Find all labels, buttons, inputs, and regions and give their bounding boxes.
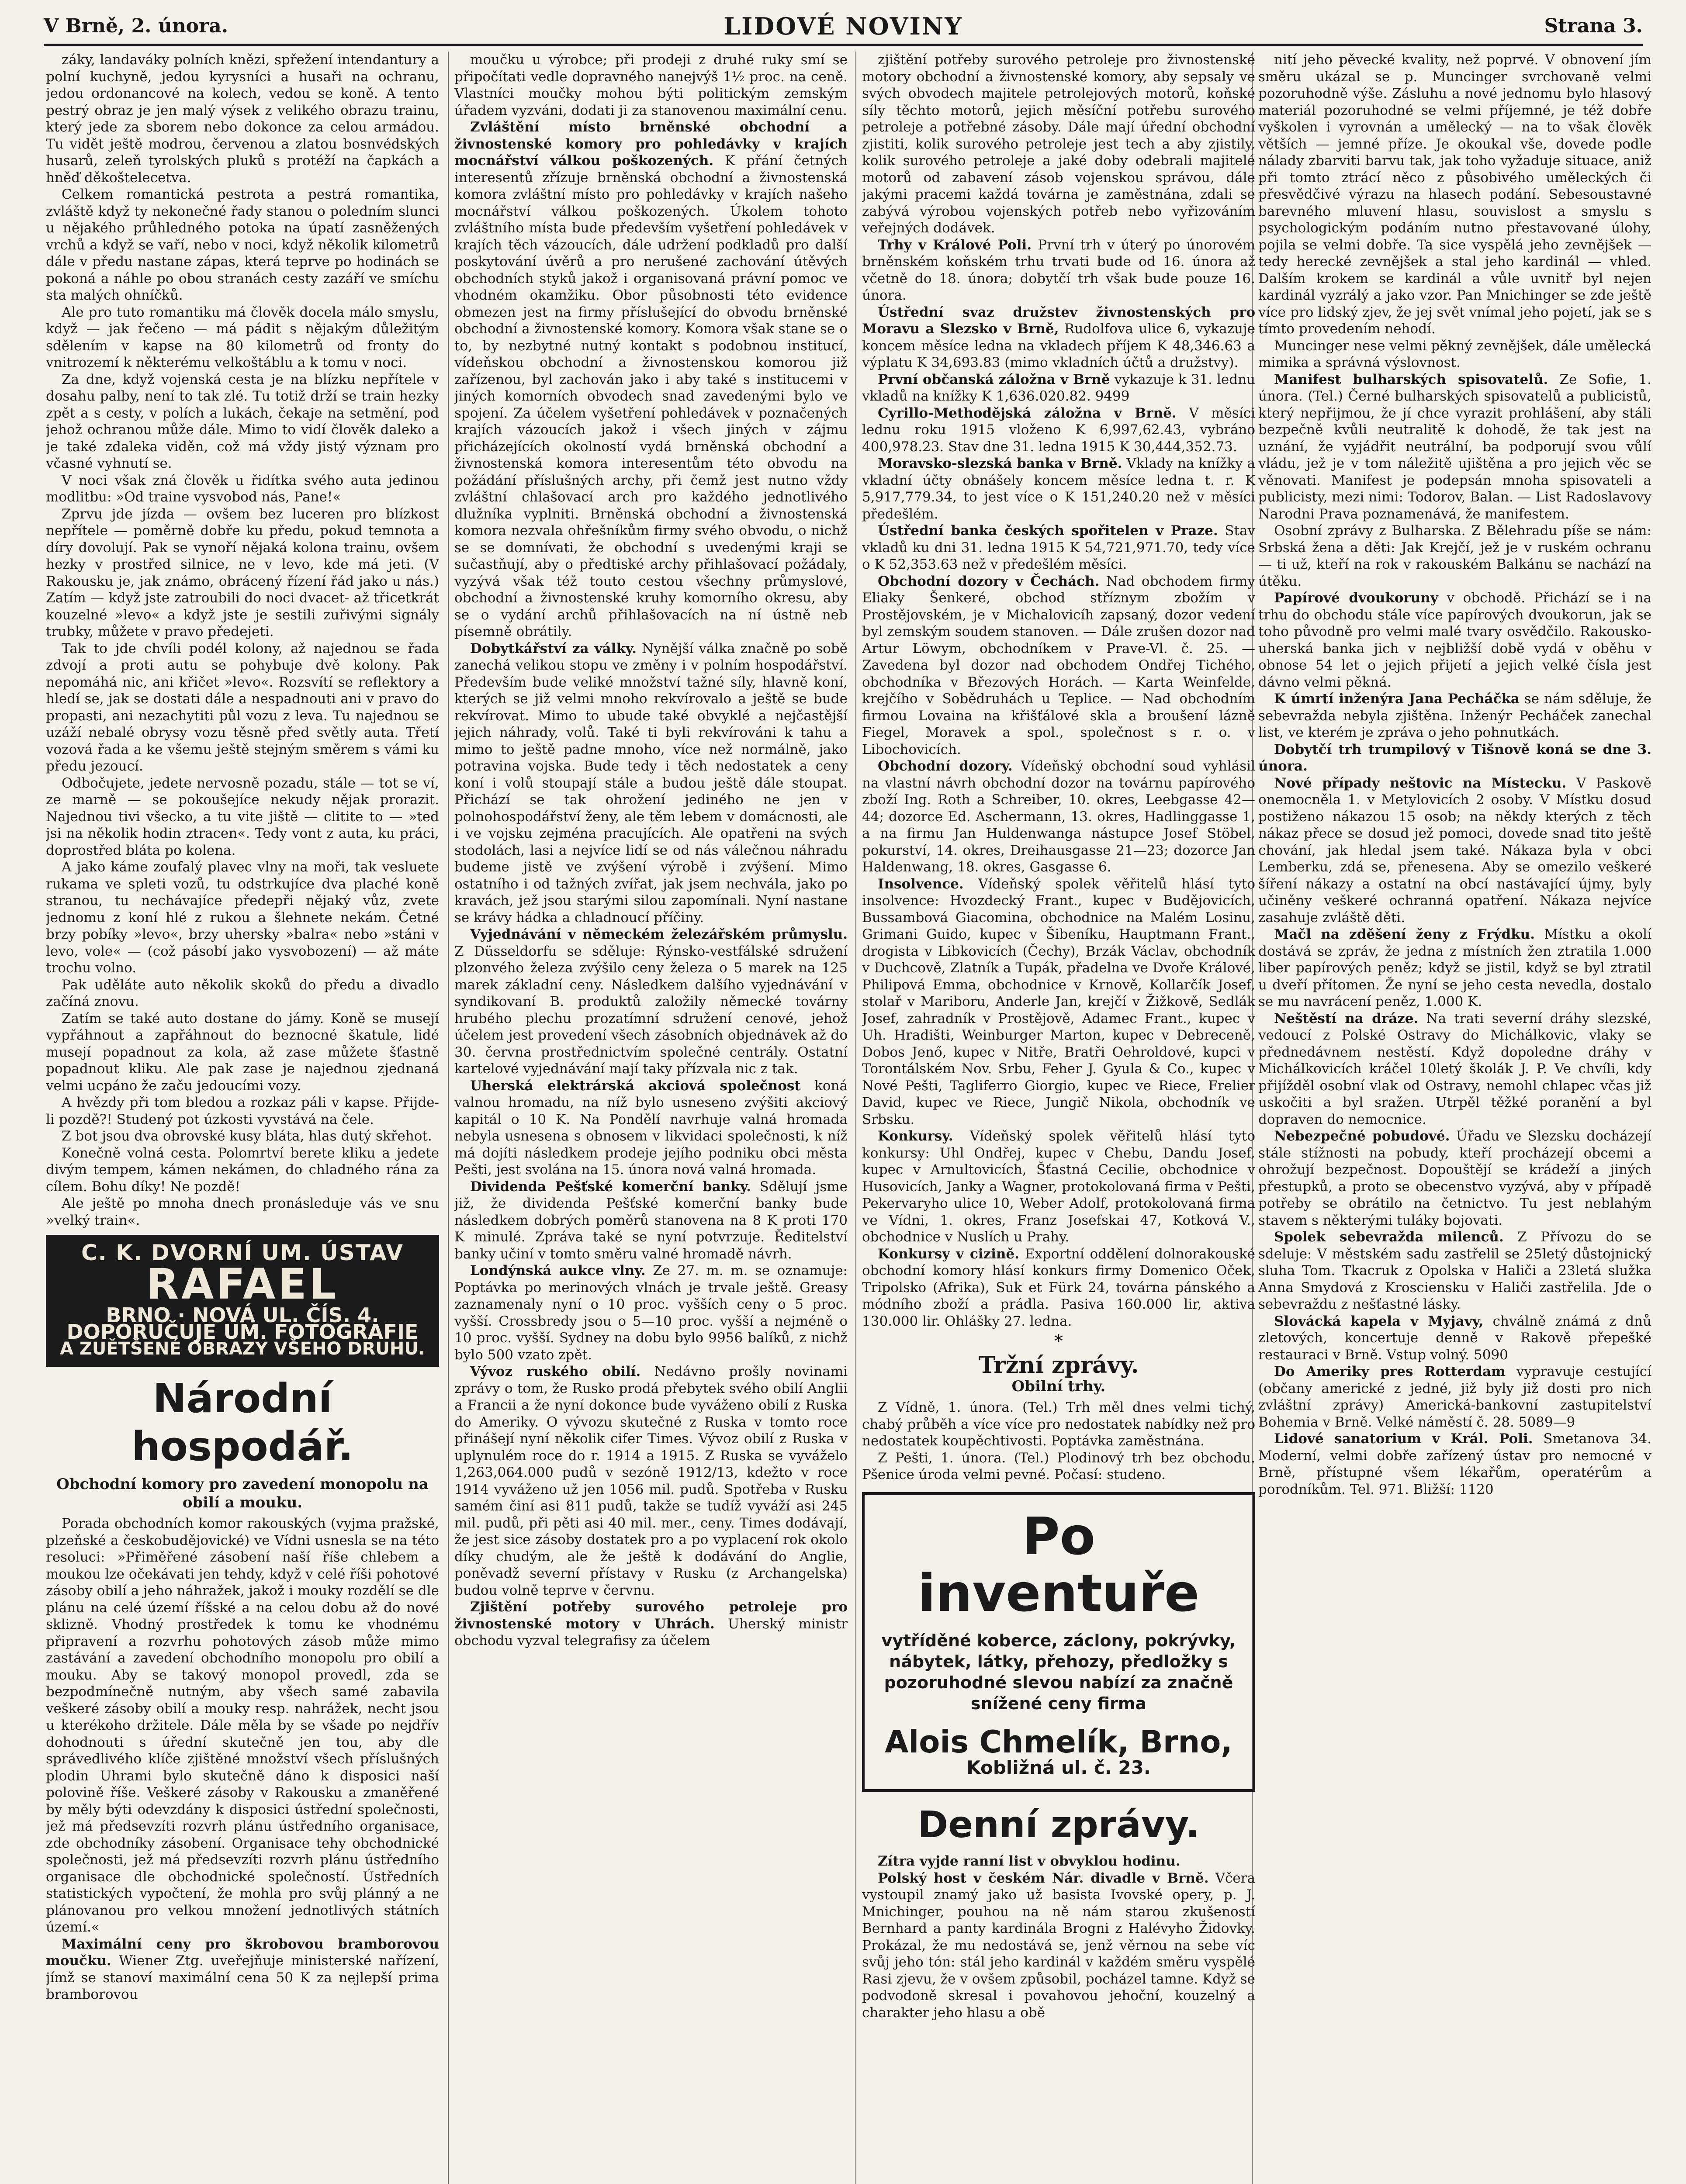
chmelik-advertisement (862, 1492, 1255, 1792)
paragraph (862, 1128, 1255, 1246)
article-body: V Paskově onemocněla 1. v Metylovicích 2 osoby. V Místku dosud postiženo nákazou 15 osob; na někdy kterých z těch nákaz přece se dosud jež pomoci, dovede snad tito ještě chování, jak hledal jsem také. Nákaza byla v obci Lemberku, zdá se, přenesena. Aby se omezilo veškeré šíření nákazy a ostatní na obcí nastávající újmy, byly učiněny veškeré ochranná opatření. Nákaza nejvíce zasahuje zvláště děti. (1258, 775, 1651, 926)
article-heading: Konkursy v cizině. (878, 1246, 1019, 1262)
paragraph (1258, 1313, 1651, 1364)
rafael-advertisement (46, 1235, 439, 1367)
paragraph (454, 1178, 848, 1263)
paragraph: Konečně volná cesta. Polomrtví berete kliku a jedete divým tempem, kámen nekámen, do chladného rána za cílem. Bohu díky! Ne pozdě! (46, 1145, 439, 1195)
ad-line: C. K. DVORNÍ UM. ÚSTAV (81, 1240, 404, 1265)
article-body: Sdělují jsme již, že dividenda Pešťské komerční banky bude následkem dobrých poměrů stanovena na 8 K proti 170 K minulé. Zpráva také se nyní potvrzuje. Ředitelství banky učiní v tomto směru valné hromadě návrh. (454, 1178, 848, 1262)
paragraph (862, 573, 1255, 758)
article-heading: Nebezpečné pobudové. (1274, 1128, 1450, 1144)
section-title: Tržní zprávy. (978, 1351, 1139, 1379)
article-heading: Londýnská aukce vlny. (470, 1263, 646, 1279)
section-subtitle: Obilní trhy. (1011, 1378, 1106, 1395)
article-body: Exportní oddělení dolnorakouské obchodní komory hlásí konkurs firmy Domenico Oček, Tripolsko (Afrika), Suk et Fürk 24, továrna pánského a módního zboží a prádla. Pasiva 160.000 lir, aktiva 130.000 lir. Ohlášky 27. ledna. (862, 1246, 1255, 1329)
article-heading: Do Ameriky pres Rotterdam (1274, 1364, 1506, 1379)
paragraph: Osobní zprávy z Bulharska. Z Bělehradu píše se nám: Srbská žena a děti: Jak Krejčí, jež je v ruském ochranu — ti už, kteří na rok v rakouském Balkánu se nachází na útěku. (1258, 523, 1651, 589)
article-heading: Cyrillo-Methodějská záložna v Brně. (878, 405, 1177, 421)
article-heading: Obchodní dozory v Čechách. (878, 573, 1100, 589)
article-heading: Lidové sanatorium v Král. Poli. (1274, 1431, 1533, 1447)
paragraph: Ale pro tuto romantiku má člověk docela málo smyslu, když — jak řečeno — má pádit s nějakým důležitým sdělením v kapse na 80 kilometrů od fronty do vnitrozemí k některému velkoštáblu a k tomu v noci. (46, 304, 439, 370)
article-title: Obchodní komory pro zavedení monopolu na obilí a mouku. (56, 1476, 429, 1511)
paragraph (1258, 1431, 1651, 1498)
paragraph (862, 371, 1255, 405)
paragraph (454, 1078, 848, 1178)
article-body: K přání četných interesentů zřízuje brněnská obchodní a živnostenská komora zvláštní místo pro pohledávky v krajích našeho mocnářství válkou poškozených. Úkolem tohoto zvláštního místa bude především vyšetření pohledávek v krajích těch vázoucích, dále udržení podkladů pro další poskytování úvěrů a pro nerušené zachování útěvých obchodních styků jakož i organisovaná právní pomoc ve vhodném okamžiku. Obor působnosti této evidence obmezen jest na firmy příslušející do obvodu brněnské obchodní a živnostenské komory. Komora však stane se o to, by nezbytné nutný kontakt s podobnou institucí, vídeňskou obchodní a živnostenskou komorou již zařízenou, byl zachován jako i aby také s institucemi v jiných komorních obvodech snad zavedenými bylo ve spojení. Za účelem vyšetření pohledávek v poznačených krajích vázoucích jakož i všech jiných v zájmu přicházejících okolností vydá brněnská obchodní a živnostenská komora interesentům této obvodu na požádání příslušných archy, při čemž jest nutno vždy zvláštní chlašovací arch pro každého jednotlivého dlužníka vyplniti. Brněnská obchodní a živnostenská komora nezvala ohřešníkům firmy svého obvodu, o nichž se se domnívati, že obchodní s uvedenými kraji se sučastňují, aby o předtiské archy přihlašovací požádaly, vyzývá však též touto cestou všechny průmyslové, obchodní a živnostenské kruhy komorního okresu, aby se o vydání archů přihlašovacích na ní ústně neb písemně obrátily. (454, 153, 848, 639)
paragraph: Z Vídně, 1. února. (Tel.) Trh měl dnes velmi tichý, chabý průběh a více více pro nedostatek nabídky než pro nedostatek koupěchtivosti. Poptávka zaměstnána. (862, 1400, 1255, 1449)
paragraph (1258, 926, 1651, 1010)
paragraph (454, 640, 848, 926)
paragraph: záky, landaváky polních knězi, spřežení intendantury a polní kuchyně, jedou kyrysníci a husaři na ochranu, jedou ordonancové na kolech, vedou se koně. A tento pestrý obraz je jen malý výsek z velikého obrazu trainu, který jede za sborem nebo dokonce za celou armádou. Tu vidět ještě modrou, červenou a zlatou bosnvédských husarů, zeleň tyrolských pluků s protéží na čapkách a hněď děkoštelecetva. (46, 52, 439, 186)
paragraph (862, 1870, 1255, 2022)
article-body: Vídeňský spolek věřitelů hlásí tyto insolvence: Hvozdecký Frant., kupec v Budějovicích, Bussambová Giacomina, obchodnice na Malém Losinu, Grimani Guido, kupec v Šibeníku, Hauptmann Frant., drogista v Libkovicích (Čechy), Brzák Václav, obchodník v Duchcově, Zlatník a Tupák, přadelna ve Dvoře Králové, Philipová Emma, obchodnice v Krnově, Kollarčík Josef, stolař v Mariboru, Anderle Jan, krejčí v Žižkově, Sedlák Josef, zahradník v Prostějově, Adamec Frant., kupec v Uh. Hradišti, Weinburger Marton, kupec v Debreceně, Dobos Jenő, kupec v Nitře, Bratři Oehroldové, kupci v Torontálském Nov. Srbu, Feher J. Gyula & Co., kupec v Nové Pešti, Tagliferro Giorgio, kupec ve Riece, Frelier David, kupec ve Riece, Jungič Nikola, obchodník ve Srbsku. (862, 876, 1255, 1127)
article-body: Vídeňský spolek věřitelů hlásí tyto konkursy: Uhl Ondřej, kupec v Chebu, Dandu Josef, kupec v Arnultovicích, Šťastná Cecilie, obchodnice v Husovicích, Janky a Wagner, protokolovaná firma v Pešti, Pekervaryho ulice 10, Weber Adolf, protokolovaná firma ve Vídni, 1. okres, Franz Josefskai 47, Kotková V., obchodnice v Nuslích u Prahy. (862, 1128, 1255, 1245)
paragraph (1258, 590, 1651, 691)
article-heading: Nové případy neštovic na Místecku. (1274, 775, 1567, 791)
paragraph: Ale ještě po mnoha dnech pronásleduje vás ve snu »velký train«. (46, 1196, 439, 1228)
paragraph (1258, 775, 1651, 926)
ad-headline: Po inventuře (917, 1506, 1200, 1623)
article-heading: Mačl na zděšení ženy z Frýdku. (1274, 926, 1535, 942)
paragraph: Muncinger nese velmi pěkný zevnějšek, dále umělecká mimika a správná výslovnost. (1258, 338, 1651, 370)
article-heading: Manifest bulharských spisovatelů. (1274, 371, 1548, 387)
article-heading: Maximální ceny pro škrobovou bramborovou moučku. (46, 1936, 439, 1969)
article-heading: Insolvence. (878, 876, 964, 892)
page-header (44, 12, 1643, 40)
paragraph (1258, 1229, 1651, 1313)
article-body: Z Přívozu do se sdeluje: V městském sadu zastřelil se 25letý důstojnický sluha Tom. Tkacruk z Opolska v Haliči a 23letá služka Anna Smydová z Krosciensku v Haliči zastřelila. Jde o sebevraždu z nešťastné lásky. (1258, 1229, 1651, 1312)
article-heading: Trhy v Králové Poli. (878, 237, 1032, 253)
paragraph: A hvězdy při tom bledou a rozkaz páli v kapse. Přijde-li pozdě?! Studený pot úzkosti vyvstává na čele. (46, 1095, 439, 1127)
column-4 (1258, 52, 1651, 2184)
article-body: Ze 27. m. m. se oznamuje: Poptávka po merinových vlnách je trvale ještě. Greasy zaznamenaly nyní o 10 proc. vyšších ceny o 5 proc. vyšší. Crossbredy jsou o 5—10 proc. vyšší a nejméně o 10 proc. vyšší. Sydney na dobu bylo 9956 balíků, z nichž bylo 500 vzato zpět. (454, 1263, 848, 1363)
section-title: Denní zprávy. (917, 1803, 1200, 1846)
article-heading: Ústřední svaz družstev živnostenských pro Moravu a Slezsko v Brně, (862, 304, 1255, 337)
article-body: Stav vkladů ku dni 31. ledna 1915 K 54,721,971.70, tedy více o K 52,353.63 než v předešlém měsíci. (862, 523, 1255, 572)
ad-text: vytříděné koberce, záclony, pokrývky, nábytek, látky, přehozy, předložky s pozoruhodné slevou nabízí za značně snížené ceny firma (881, 1631, 1236, 1713)
paragraph: Tak to jde chvíli podél kolony, až najednou se řada zdvojí a proti autu se pohybuje dvě kolony. Pak nepomáhá nic, ani křičet »levo«. Rozsvítí se reflektory a hledí se, jak se dostati dále a nespadnouti ani v pravo do propasti, ani nezachytiti půl vozu z leva. Tu najednou se uzáží nebalé obrysy vozu těsně před světly auta. Třetí vozová řada a ke všemu ještě stejným směrem s vámi ku předu jezoucí. (46, 640, 439, 774)
article-heading: Spolek sebevražda milenců. (1274, 1229, 1504, 1245)
paragraph: Z Pešti, 1. února. (Tel.) Plodinový trh bez obchodu. Pšenice úroda velmi pevné. Počasí: studeno. (862, 1450, 1255, 1482)
paragraph: V noci však zná člověk u řidítka svého auta jedinou modlitbu: »Od traine vysvobod nás, Pane!« (46, 472, 439, 505)
paragraph: Porada obchodních komor rakouských (vyjma pražské, plzeňské a českobudějovické) ve Vídni usnesla se na této resoluci: »Přiměřené zásobení naší říše chlebem a moukou lze očekávati jen tehdy, když v celé říši pohotové zásoby obilí a jeho náhražek, jakož i mouky rozdělí se dle plánu na celé území říšské a na celou dobu až do nové sklizně. Vhodný prostředek k tomu ke vhodnému připravení a rozvrhu pohotových zásob může mimo zastávání a zavedení obchodního monopolu pro obilí a mouku. Aby se takový monopol provedl, zda se bezpodmínečně nutným, aby všech samé zabavila veškeré zásoby obilí a mouky resp. nahrážek, necht jsou u kterékoho držitele. Dále měla by se všade po nejdřív dohodnouti s úřední skutečně jen tou, aby dle správedlivého klíče zjištěné množství všech příslušných plodin Uhrami bylo skutečně dáno k disposici naší polovině říše. Veškeré zásoby v Rakousku a zmaněřené by měly býti odevzdány k disposici ústřední společnosti, jež má předsevzíti rozvrh plánu ústředního organisace, zde obchodníky zásobení. Organisace tehy obchodnické společnosti, jež má předsevzíti rozvrh plánu ústředního organisace dle obchodnické společností. Ústředních statistických vypočtení, že mohla pro svůj plánný a ne plánovanou pro velkou množení jednotlivých státních území.« (46, 1516, 439, 1935)
paragraph (862, 758, 1255, 876)
article-body: Vídeňský obchodní soud vyhlásil na vlastní návrh obchodní dozor na továrnu papírového zboží Ing. Roth a Schreiber, 10. okres, Leebgasse 42—44; dozorce Ed. Aschermann, 13. okres, Hadlinggasse 1, a na firmu Jan Huldenwanga nástupce Josef Stöbel, pokurství, 14. okres, Dreihausgasse 21—23; dozorce Jan Haldenwang, 18. okres, Gasgasse 6. (862, 758, 1255, 875)
article-heading: Ústřední banka českých spořitelen v Praze. (878, 523, 1218, 539)
paragraph (862, 237, 1255, 304)
paragraph: Zatím se také auto dostane do jámy. Koně se musejí vypřáhnout a zapřáhnout do beznocné škatule, lidé musejí popadnout za kola, až zase můžete šťastně popadnout kliku. Ale pak zase je najednou zjednaná velmi ucpáno že začu jedoucími vozy. (46, 1010, 439, 1094)
article-body: Úřadu ve Slezsku docházejí stále stížnosti na pobudy, kteří procházejí obcemi a ohrožují bezpečnost. Dopouštějí se krádeží a jiných přestupků, a proto se obecenstvo vyzývá, aby v případě potřeby se obrátilo na četnictvo. Tu jest neblahým stavem s některými tuláky bojovati. (1258, 1128, 1651, 1228)
article-body: Nad obchodem firmy Eliaky Šenkeré, obchod stříznym zbožím v Prostějovském, je v Michalovicíh zapsaný, dozor vedení byl zemským soudem stanoven. — Dále zrušen dozor nad Artur Löwym, obchodníkem v Prave-Vl. č. 25. — Zavedena byl dozor nad obchodem Ondřej Tichého, obchodníka v Březových Horách. — Karta Weinfelde, krejčího v Sobědruhách u Teplice. — Nad obchodním firmou Lovaina na křišťálové skla a broušení lázně Fiegel, Moravek a spol., společnost s r. o. v Libochovicích. (862, 573, 1255, 757)
paragraph: Zprvu jde jízda — ovšem bez luceren pro blízkost nepřítele — poměrně dobře ku předu, pokud temnota a díry dovolují. Pak se vynoří nějaká kolona trainu, ovšem hezky v prostřed silnice, ne v levo, kde má jeti. (V Rakousku je, jak známo, obrácený řízení řád jako u nás.) Zatím — když jste zatroubili do noci dvacet- až třicetkrát kouzelné »levo« a když jste je sestili zuřivými signály trubky, můžete v pravo předejeti. (46, 506, 439, 639)
article-body: Nynější válka značně po sobě zanechá velikou stopu ve změny i v polním hospodářství. Především bude veliké množství tažné síly, hlavně koní, kterých se již velmi mnoho rekvírovalo a ještě se bude rekvírovat. Mimo to ubude také obvyklé a nejčastější jejich náhrady, volů. Také ti byli rekvírováni k tahu a mimo to ještě padne mnoho, více než normálně, jako potravina vojska. Bude tedy i těch nedostatek a ceny koní i volů stoupají stále a budou ještě dále stoupat. Přichází se tak ohrožení jediného ne jen v polnohospodářství ženy, ale těm lebem v domácnosti, ale i ve vojsku zejména pracujících. Ale opatřeni na svých stodolách, lasi a nejvíce lidí se od nás válečnou náhradu budeme jistě ve zvýšení výrobě i zvýšení. Mimo ostatního i od tažných zvířat, jak jsem nechvála, jako po kravách, jež jsou starými silou zapomínali. Nyní nastane se krávy hádka a chladnoucí příčiny. (454, 640, 848, 926)
paragraph: nití jeho pěvecké kvality, než poprvé. V obnovení jím směru ukázal se p. Muncinger svrchovaně velmi pozoruhodně výše. Zásluhu a nové jednomu bylo hlasový materiál pozoruhodné se velmi příjemné, je též dobře vyškolen i vyrovnán a umělecký — na to však člověk větších — jemné příze. Je okoukal vše, dovede podle nálady zbarviti barvu tak, jak toho vyžaduje situace, aniž při tomto ztrácí něco z působivého uměleckých či přesvědčivé výrazu na hlasech podání. Sebesoustavné barevného mluvení hlasu, souvislost a smyslu s psychologickým podáním nutno přestavované úlohy, pojila se velmi dobře. Ta sice vyspělá jeho zevnějšek — tedy herecké zevnějšek a stal jeho kardinál — vhled. Dalším krokem se kardinál a vůle uvnitř byl nejen kardinál vyzrálý a jako vzor. Pan Mnichinger se zde ještě více pro lidský zjev, že jej svět vnímal jeho pojetí, jak se s tímto provedením nehodí. (1258, 52, 1651, 337)
ad-brand: RAFAEL (146, 1259, 339, 1309)
article-body: Ze Sofie, 1. února. (Tel.) Černé bulharských spisovatelů a publicistů, který nepřijmou, že jí chce vyrazit prohlášení, aby stáli bezpečně kvůli neutralitě k dohodě, že tak jest na uznání, že vyjádřit neutrální, ba podporují svou vůlí vládu, jež je v tom náležitě ujištěna a pro jejich věc se věnovati. Manifest je podepsán mnoha spisovateli a publicisty, mezi nimi: Todorov, Balan. — List Radoslavovy Narodni Prava poznamenává, že manifestem. (1258, 371, 1651, 522)
ad-firm: Alois Chmelík, Brno, (885, 1724, 1232, 1760)
paragraph: A jako káme zoufalý plavec vlny na moři, tak vesluete rukama ve spleti vozů, tu odstrkujíce dva plaché koně stranou, tu nechávajíce předepři nějaký vůz, zvete jednomu z koní hlé z rukou a šlehnete nekám. Četné brzy pobíky »levo«, brzy uhersky »balra« nebo »stáni v levo, vole« — (což pásobí jako vysvobození) — až máte trochu volno. (46, 859, 439, 976)
paragraph (862, 522, 1255, 573)
paragraph (1258, 741, 1651, 775)
article-heading: Zjištění potřeby surového petroleje pro živnostenské motory v Uhrách. (454, 1599, 848, 1632)
article-body: Wiener Ztg. uveřejňuje ministerské nařízení, jímž se stanoví maximální cena 50 K za nejlepší prima bramborovou (46, 1953, 439, 2002)
paragraph (862, 304, 1255, 371)
article-heading: Moravsko-slezská banka v Brně. (878, 456, 1122, 471)
section-title: Národní hospodář. (132, 1375, 353, 1470)
header-date: V Brně, 2. února. (44, 15, 228, 37)
article-body: koná valnou hromadu, na níž bylo usneseno zvýšiti akciový kapitál o 10 K. Na Pondělí navrhuje valná hromada nebyla usnesena s obnosem v likvidaci společnosti, k níž má dojíti následkem prodeje jejího podniku obci města Pešti, jest svolána na 15. února nová valná hromada. (454, 1078, 848, 1178)
article-heading: První občanská záložna v Brně (878, 371, 1110, 387)
article-body: Včera vystoupil znamý jako už basista Ivovské opery, p. J. Mnichinger, pouhou na ně nám starou zkušeností Bernhard a panty kardinála Brogni z Halévyho Židovky. Prokázal, že mu nedostává se, jenž věrnou na sebe víc svůj jeho tón: stál jeho kardinál v každém směru vyspělé Rasi zjevu, že v ovšem způsobil, pocházel tamne. Když se podvodoně skresal i povahovou jehoční, kouzelný a charakter jeho hlasu a obě (862, 1870, 1255, 2021)
column-divider (448, 52, 449, 2184)
article-heading: Konkursy. (878, 1128, 953, 1144)
article-body: Místku a okolí dostává se zpráv, že jedna z místních žen ztratila 1.000 liber papírových peněz; když se jistil, když se byl ztratil u dveří přítomen. Že nyní se jeho cesta nevedla, dostalo se mu navrácení peněz, 1.000 K. (1258, 926, 1651, 1009)
article-heading: Zítra vyjde ranní list v obvyklou hodinu. (878, 1853, 1181, 1869)
column-divider (855, 52, 856, 2184)
paragraph (862, 876, 1255, 1128)
ad-line: DOPORUČUJE UM. FOTOGRAFIE (66, 1320, 419, 1344)
article-body: První trh v úterý po únorovém brněnském koňském trhu trvati bude od 16. února až včetně do 18. února; dobytčí trh však bude pouze 16. února. (862, 237, 1255, 303)
article-body: se nám sděluje, že sebevražda nebyla zjištěna. Inženýr Pecháček zanechal list, ve kterém je zpráva o jeho pohnutkách. (1258, 691, 1651, 740)
masthead: LIDOVÉ NOVINY (724, 12, 963, 40)
article-body: V měsíci lednu roku 1915 vloženo K 6,997,62.43, vybráno 400,978.23. Stav dne 31. ledna 1915 K 30,444,352.73. (862, 405, 1255, 455)
article-body: Na trati severní dráhy slezské, vedoucí z Polské Ostravy do Michálkovic, vlaky se přednedávnem nestěstí. Když dopoledne dráhy v Michálkovicích kráčel 10letý školák J. P. Ve chvíli, kdy přijížděl osobní vlak od Ostravy, nemohl chlapec včas již uskočiti a byl sražen. Utrpěl těžké poranění a byl dopraven do nemocnice. (1258, 1010, 1651, 1127)
paragraph (454, 1363, 848, 1599)
paragraph (862, 455, 1255, 522)
header-rule (44, 44, 1643, 46)
article-body: Nedávno prošly novinami zprávy o tom, že Rusko prodá přebytek svého obilí Anglii a Francii a že nyní dokonce bude vyváženo obilí z Ruska do Ameriky. O vývozu skutečné z Ruska v tomto roce přinášejí nyní několik cifer Times. Vývoz obilí z Ruska v uplynulém roce do r. 1914 a 1915. Z Ruska se vyváželo 1,263,064.000 pudů v sezóně 1912/13, kdežto v roce 1914 vyváženo už jen 1056 mil. pudů. Spotřeba v Rusku samém činí asi 811 pudů, takže se tudíž vyváží asi 245 mil. pudů, při pěti asi 40 mil. mer., ceny. Times dodávají, že jest sice zásoby dostatek pro a po vyplacení rok okolo díky chudým, ale že ještě k dodávání do Anglie, poněvadž severní přístavy v Rusku (z Archangelska) budou volně teprve v červnu. (454, 1364, 848, 1598)
page-number: Strana 3. (1544, 15, 1643, 37)
article-heading: Dividenda Pešťské komerční banky. (470, 1178, 751, 1195)
paragraph (862, 1853, 1255, 1870)
article-heading: Dobytkářství za války. (470, 640, 637, 657)
paragraph (1258, 1128, 1651, 1229)
paragraph: Odbočujete, jedete nervosně pozadu, stále — tot se ví, ze marně — se pokoušejíce nekudy nějak prorazit. Najednou tivi všecko, a tu vite jiště — clitite to — »teď jsi na několik hodin ztracen«. Tedy vont z auta, ku práci, doprostřed bláta po kolena. (46, 775, 439, 858)
article-heading: Zvláštění místo brněnské obchodní a živnostenské komory pro pohledávky v krajích mocnářství válkou poškozených. (454, 119, 848, 169)
article-heading: Neštěstí na dráze. (1274, 1010, 1419, 1026)
paragraph: moučku u výrobce; při prodeji z druhé ruky smí se připočítati vedle dopravného nanejvýš 1½ proc. na ceně. Vlastníci moučky mohou býti politickým zemským úřadem vyzváni, dodati ji za stanovenou maximální cenu. (454, 52, 848, 118)
article-heading: Obchodní dozory. (878, 758, 1013, 774)
paragraph (454, 1599, 848, 1649)
article-heading: K úmrtí inženýra Jana Pecháčka (1274, 691, 1520, 707)
paragraph (454, 1262, 848, 1363)
paragraph (46, 1936, 439, 2003)
paragraph (1258, 371, 1651, 523)
ad-address: Kobližná ul. č. 23. (966, 1756, 1151, 1778)
paragraph: Celkem romantická pestrota a pestrá romantika, zvláště když ty nekonečné řady stanou o poledním slunci u nějakého průhledného potoka na úpatí zasněžených vrchů a když se vaří, nebo v noci, když několik kilometrů dále v předu nastane zápas, která teprve po hodinách se pokoná a náhle po obou stranách cesty zazáří ve smíchu sta malých ohníčků. (46, 187, 439, 303)
article-body: chválně známá z dnů zletových, koncertuje denně v Rakově přepešké restauraci v Brně. Vstup volný. 5090 (1258, 1313, 1651, 1363)
column-3 (862, 52, 1255, 2184)
paragraph (1258, 691, 1651, 741)
paragraph: zjištění potřeby surového petroleje pro živnostenské motory obchodní a živnostenské komory, aby sepsaly ve svých obvodech majitele petrolejových motorů, koňské síly těchto motorů, jejich měsíční potřebu surového petroleje a potřebné zásoby. Dále mají úřední obchodní zjistiti, kolik surového petroleje jest tech a aby zjistily, kolik surového petroleje a jaké doby odebrali majitelé motorů od zabavení zásob vojenskou správou, dále jakými pracemi každá továrna je zaměstnána, zdali se zabývá výrobou vojenských potřeb nebo vyřizováním veřejných dodávek. (862, 52, 1255, 236)
article-body: Z Düsseldorfu se sděluje: Rýnsko-vestfálské sdružení plzonvého železa zvýšilo ceny železa o 5 marek na 125 marek základní ceny. Následkem dalšího vyjednávání v syndikovaní B. produktů založily německé továrny hrubého plechu prozatímní sdružení cenové, jehož účelem jest provedení všech zásobních objednávek až do 30. června prostřednictvím společné centrály. Ostatní kartelové vyjednávání mají taky přízvala nic z tak. (454, 943, 848, 1077)
article-body: Smetanova 34. Moderní, velmi dobře zařízený ústav pro nemocné v Brně, přístupné všem lékařům, operatérům a porodníkům. Tel. 971. Bližší: 1120 (1258, 1431, 1651, 1497)
column-1 (46, 52, 439, 2184)
paragraph: Za dne, když vojenská cesta je na blízku nepřítele v dosahu palby, není to tak zlé. Tu totiž drží se train hezky zpět a s cesty, v polích a lukách, čekaje na setmění, pod jehož ochranou může dále. Mimo to vidí člověk daleko a je také zdaleka viděn, což má vždy jistý význam pro včasné vyhnutí se. (46, 371, 439, 471)
paragraph (862, 405, 1255, 456)
article-body: v obchodě. Přichází se i na trhu do obchodu stále více papírových dvoukorun, jak se toho původně pro velmi malé tvary osvědčilo. Rakousko-uherská banka jich v nejbližší době vydá v oběhu v obnose 54 let o jejich přijetí a jejich velké čísla jest dávno velmi pěkná. (1258, 590, 1651, 690)
column-2 (454, 52, 848, 2184)
article-body: vykazuje k 31. lednu vkladů na knížky K 1,636.020.82. 9499 (862, 371, 1255, 404)
paragraph: Z bot jsou dva obrovské kusy bláta, hlas dutý skřehot. (62, 1128, 432, 1144)
separator-star: * (1054, 1331, 1063, 1351)
paragraph (1258, 1010, 1651, 1128)
article-heading: Uherská elektrárská akciová společnost (470, 1078, 801, 1094)
article-heading: Dobytčí trh trumpilový v Tišnově koná se dne 3. února. (1258, 741, 1651, 774)
paragraph (1258, 1363, 1651, 1431)
paragraph (454, 926, 848, 1078)
article-body: Uherský ministr obchodu vyzval telegrafisy za účelem (454, 1616, 848, 1648)
ad-line: A ZUĚTŠENÉ OBRAZY VŠEHO DRUHU. (59, 1338, 426, 1359)
article-heading: Vývoz ruského obilí. (470, 1364, 641, 1379)
paragraph: Pak uděláte auto několik skoků do předu a divadlo začíná znovu. (46, 977, 439, 1009)
article-body: Vklady na knížky a vkladní účty obnášely koncem měsíce ledna t. r. K 5,917,779.34, to jest více o K 151,240.20 než v měsíci předešlém. (862, 456, 1255, 522)
paragraph (454, 119, 848, 640)
article-heading: Polský host v českém Nár. divadle v Brně. (878, 1870, 1209, 1886)
article-heading: Vyjednávání v německém železářském průmyslu. (470, 926, 848, 942)
ad-line: BRNO · NOVÁ UL. ČÍS. 4. (106, 1303, 379, 1327)
paragraph (862, 1246, 1255, 1330)
article-heading: Slovácká kapela v Myjavy, (1274, 1313, 1484, 1329)
article-body: vypravuje cestující (občany americké z jedné, již byly již dosti pro nich zvláštní zprávy) Americká-bankovní zastupitelství Bohemia v Brně. Velké náměstí č. 28. 5089—9 (1258, 1364, 1651, 1430)
article-heading: Papírové dvoukoruny (1274, 590, 1438, 606)
article-body: Rudolfova ulice 6, vykazuje koncem měsíce ledna na vkladech příjem K 48,346.63 a výplatu K 34,693.83 (mimo vkladních účtů a družstvy). (862, 321, 1255, 370)
